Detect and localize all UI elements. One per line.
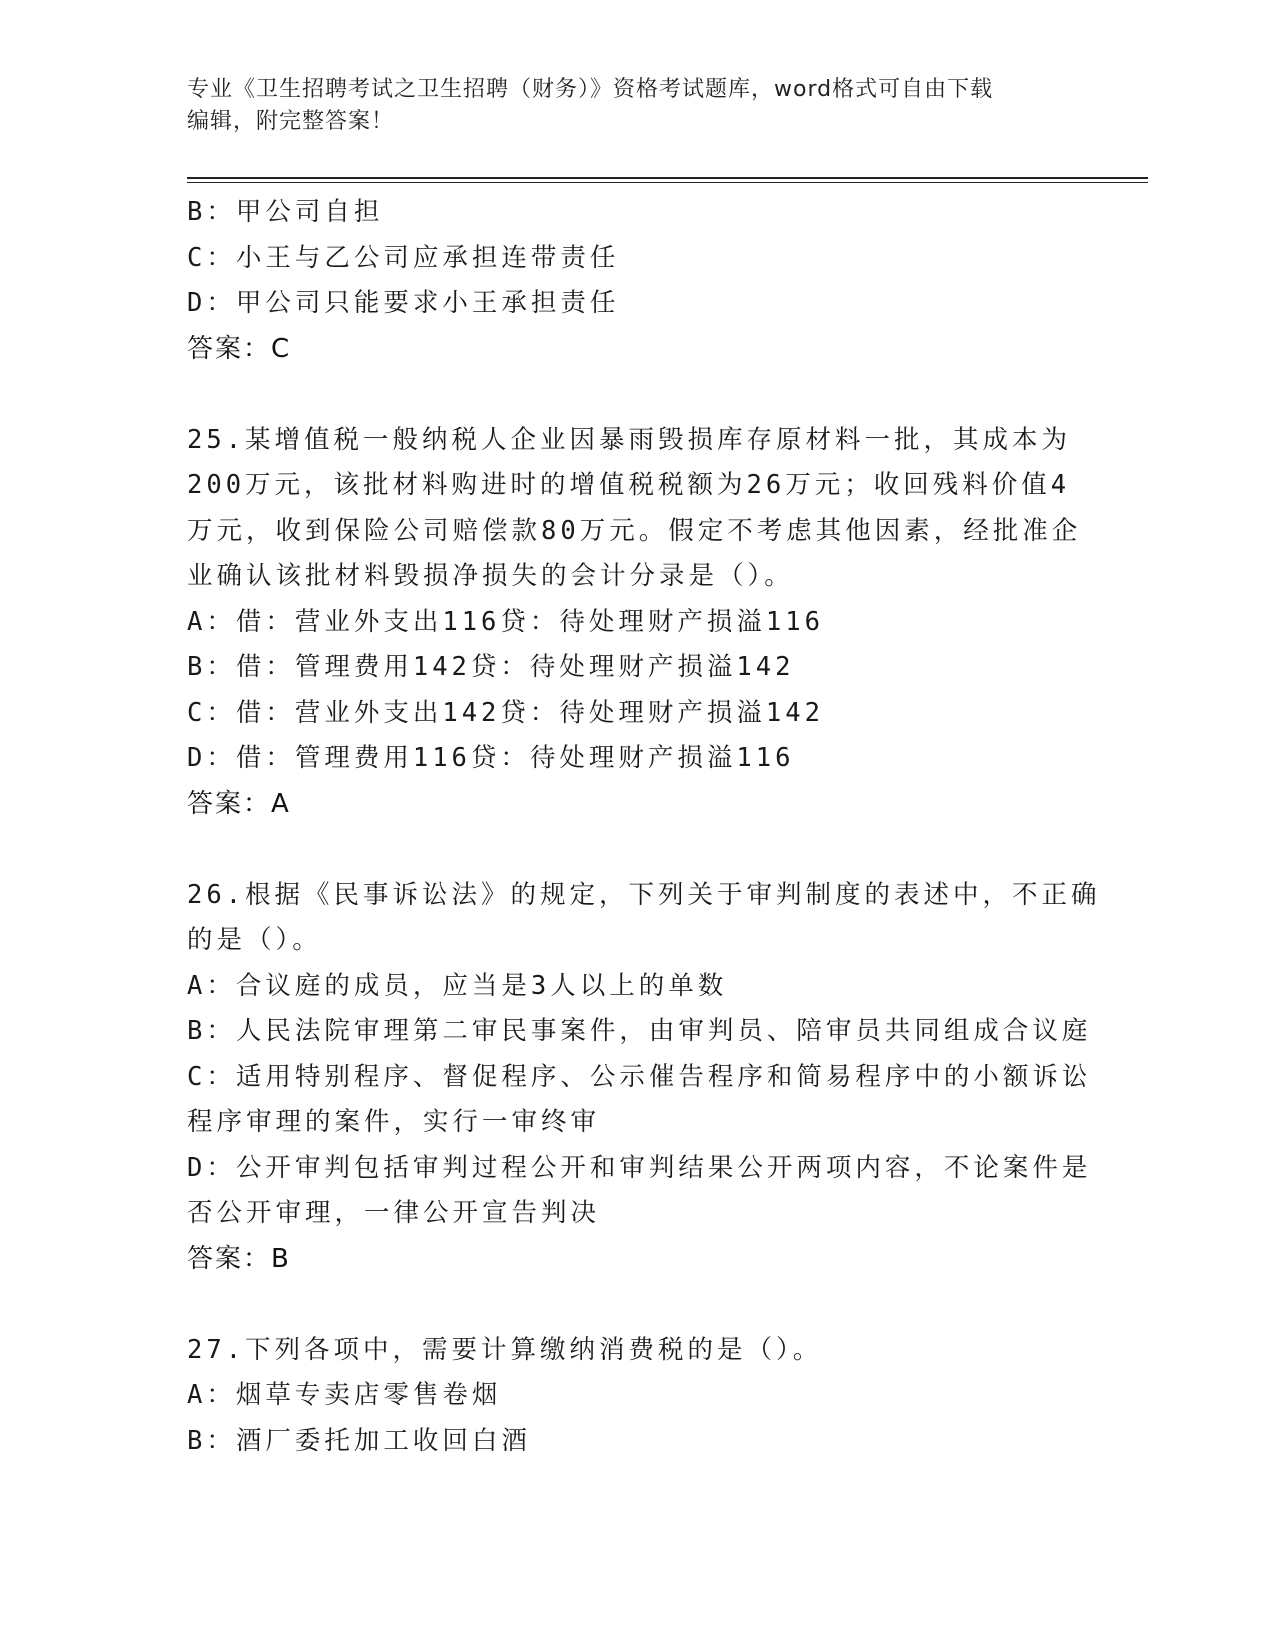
document-header [187,74,1087,138]
option-d-line: D：公开审判包括审判过程公开和审判结果公开两项内容，不论案件是 [187,1152,1092,1183]
option-a: A：合议庭的成员，应当是3人以上的单数 [187,970,728,1001]
option-c-line: 程序审理的案件，实行一审终审 [187,1107,601,1137]
question-content [187,190,1101,1464]
option-c: C：小王与乙公司应承担连带责任 [187,242,620,273]
question-24 [187,190,1077,372]
question-stem-line: 27.下列各项中，需要计算缴纳消费税的是（）。 [187,1334,823,1365]
option-d-line: 否公开审理，一律公开宣告判决 [187,1198,601,1228]
option-b: B：酒厂委托加工收回白酒 [187,1425,531,1456]
option-b: B：借：管理费用142贷：待处理财产损溢142 [187,652,795,682]
question-27 [187,1328,1077,1465]
answer-line: 答案：B [187,1243,291,1274]
option-c-line: C：适用特别程序、督促程序、公示催告程序和简易程序中的小额诉讼 [187,1061,1092,1092]
question-stem-line: 的是（）。 [187,925,322,955]
question-stem-line: 25.某增值税一般纳税人企业因暴雨毁损库存原材料一批，其成本为 [187,424,1072,455]
option-c: C：借：营业外支出142贷：待处理财产损溢142 [187,697,824,728]
answer-line: 答案：A [187,788,291,819]
question-stem-line: 业确认该批材料毁损净损失的会计分录是（）。 [187,561,794,591]
question-stem-line: 200万元，该批材料购进时的增值税税额为26万元；收回残料价值4 [187,470,1071,500]
option-d: D：借：管理费用116贷：待处理财产损溢116 [187,743,795,773]
spacer [187,827,1077,873]
option-b: B：甲公司自担 [187,197,384,227]
answer-line: 答案：C [187,333,292,364]
spacer [187,1282,1077,1328]
question-stem-line: 26.根据《民事诉讼法》的规定，下列关于审判制度的表述中，不正确 [187,879,1101,910]
question-26 [187,873,1101,1283]
question-stem-line: 万元，收到保险公司赔偿款80万元。假定不考虑其他因素，经批准企 [187,515,1082,546]
question-25 [187,418,1082,828]
option-d: D：甲公司只能要求小王承担责任 [187,288,620,318]
option-b: B：人民法院审理第二审民事案件，由审判员、陪审员共同组成合议庭 [187,1016,1092,1046]
option-a: A：借：营业外支出116贷：待处理财产损溢116 [187,606,824,637]
header-rule-thin [187,182,1148,183]
spacer [187,372,1077,418]
header-line-2: 编辑，附完整答案！ [187,109,395,134]
header-rule-thick [187,177,1148,179]
option-a: A：烟草专卖店零售卷烟 [187,1380,502,1410]
header-line-1: 专业《卫生招聘考试之卫生招聘（财务）》资格考试题库，word格式可自由下载 [187,77,994,102]
